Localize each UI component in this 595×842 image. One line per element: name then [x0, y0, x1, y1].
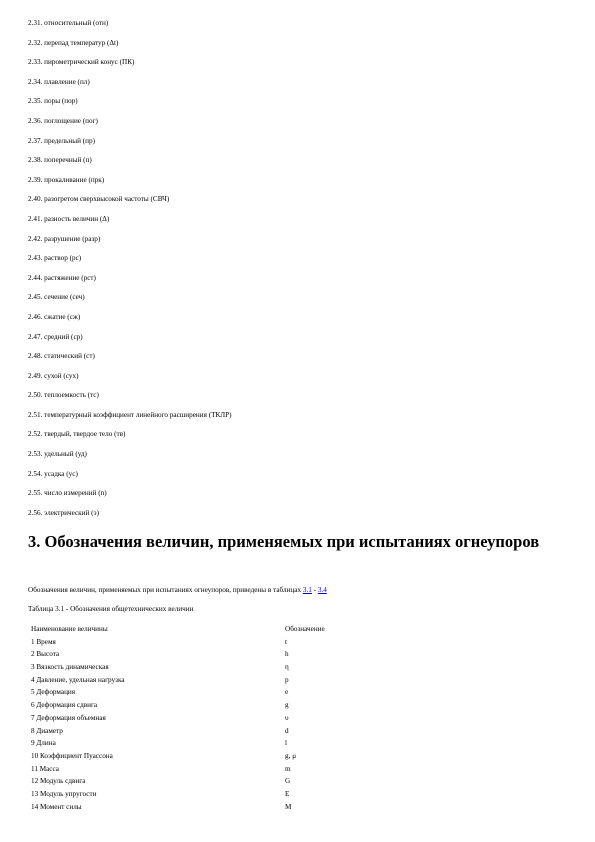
quantity-symbol: p: [285, 675, 289, 684]
section-heading: 3. Обозначения величин, применяемых при испытаниях огнеупоров: [28, 532, 540, 551]
abbreviation-item: 2.31. относительный (отн): [28, 19, 109, 27]
quantity-symbol: e: [285, 688, 289, 697]
abbreviation-item: 2.34. плавление (пл): [28, 77, 90, 86]
abbreviation-item: 2.38. поперечный (п): [28, 156, 92, 165]
table-body: [31, 637, 351, 815]
abbreviation-item: 2.46. сжатие (сж): [28, 312, 81, 321]
abbreviation-item: 2.42. разрушение (разр): [28, 234, 101, 243]
symbols-table: [31, 624, 351, 814]
abbreviation-item: 2.45. сечение (сеч): [28, 293, 85, 302]
table-header-row: [31, 624, 351, 637]
header-name: Наименование величины: [31, 625, 108, 633]
quantity-name: 3 Вязкость динамическая: [31, 663, 109, 672]
quantity-name: 6 Деформация сдвига: [31, 701, 98, 710]
quantity-name: 9 Длина: [31, 739, 56, 748]
abbreviation-item: 2.47. средний (ср): [28, 332, 83, 341]
abbreviation-item: 2.51. температурный коэффициент линейного расширения (ТКЛР): [28, 410, 232, 419]
quantity-name: 8 Диаметр: [31, 726, 63, 735]
quantity-name: 7 Деформация объемная: [31, 713, 106, 722]
abbreviation-list: [28, 18, 568, 527]
table-row: [31, 764, 351, 777]
quantity-symbol: g, μ: [285, 751, 297, 760]
table-row: [31, 789, 351, 802]
table-row: [31, 700, 351, 713]
quantity-symbol: g: [285, 701, 289, 710]
table-row: [31, 726, 351, 739]
table-row: [31, 662, 351, 675]
table-3-1-link[interactable]: 3.1: [302, 586, 312, 594]
quantity-name: 2 Высота: [31, 650, 60, 659]
abbreviation-item: 2.50. теплоемкость (тс): [28, 391, 99, 400]
quantity-symbol: h: [285, 650, 289, 659]
table-row: [31, 649, 351, 662]
abbreviation-item: 2.41. разность величин (Δ): [28, 214, 110, 223]
quantity-name: 1 Время: [31, 637, 56, 646]
quantity-name: 5 Деформация: [31, 688, 76, 697]
quantity-symbol: υ: [285, 713, 289, 722]
quantity-symbol: l: [285, 739, 287, 748]
quantity-name: 14 Момент силы: [31, 802, 82, 811]
abbreviation-item: 2.33. пирометрический конус (ПК): [28, 58, 135, 67]
abbreviation-item: 2.56. электрический (э): [28, 508, 99, 517]
header-symbol: Обозначение: [285, 625, 325, 633]
quantity-name: 11 Масса: [31, 764, 59, 773]
intro-paragraph: [28, 585, 327, 595]
quantity-symbol: t: [285, 637, 287, 646]
abbreviation-item: 2.35. поры (пор): [28, 97, 78, 106]
link-separator: -: [311, 586, 318, 594]
abbreviation-item: 2.40. разогретом сверхвысокой частоты (СВЧ): [28, 195, 170, 204]
table-row: [31, 776, 351, 789]
abbreviation-item: 2.52. твердый, твердое тело (тв): [28, 430, 126, 439]
quantity-symbol: M: [285, 802, 292, 811]
abbreviation-item: 2.48. статический (ст): [28, 352, 95, 361]
quantity-symbol: η: [285, 663, 289, 672]
quantity-symbol: G: [285, 777, 291, 786]
abbreviation-item: 2.37. предельный (пр): [28, 136, 95, 145]
table-row: [31, 802, 351, 815]
quantity-symbol: d: [285, 726, 289, 735]
abbreviation-item: 2.55. число измерений (n): [28, 489, 107, 498]
quantity-name: 4 Давление, удельная нагрузка: [31, 675, 125, 684]
table-row: [31, 675, 351, 688]
abbreviation-item: 2.32. перепад температур (Δt): [28, 38, 119, 47]
quantity-symbol: m: [285, 764, 291, 773]
abbreviation-item: 2.43. раствор (рс): [28, 254, 82, 263]
table-row: [31, 738, 351, 751]
table-3-4-link[interactable]: 3.4: [317, 586, 327, 594]
abbreviation-item: 2.44. растяжение (рст): [28, 273, 96, 282]
quantity-symbol: E: [285, 789, 290, 798]
abbreviation-item: 2.36. поглощение (пог): [28, 116, 98, 125]
table-caption: Таблица 3.1 - Обозначения общетехнических величин: [28, 605, 194, 613]
intro-text: Обозначения величин, применяемых при испытаниях огнеупоров, приведены в таблицах: [28, 586, 303, 594]
quantity-name: 10 Коэффициент Пуассона: [31, 751, 113, 760]
quantity-name: 13 Модуль упругости: [31, 789, 97, 798]
abbreviation-item: 2.49. сухой (сух): [28, 371, 79, 380]
abbreviation-item: 2.53. удельный (уд): [28, 450, 87, 459]
quantity-name: 12 Модуль сдвига: [31, 777, 86, 786]
table-row: [31, 751, 351, 764]
table-row: [31, 713, 351, 726]
abbreviation-item: 2.54. усадка (ус): [28, 469, 78, 478]
table-row: [31, 687, 351, 700]
table-row: [31, 637, 351, 650]
abbreviation-item: 2.39. прокаливание (прк): [28, 175, 105, 184]
